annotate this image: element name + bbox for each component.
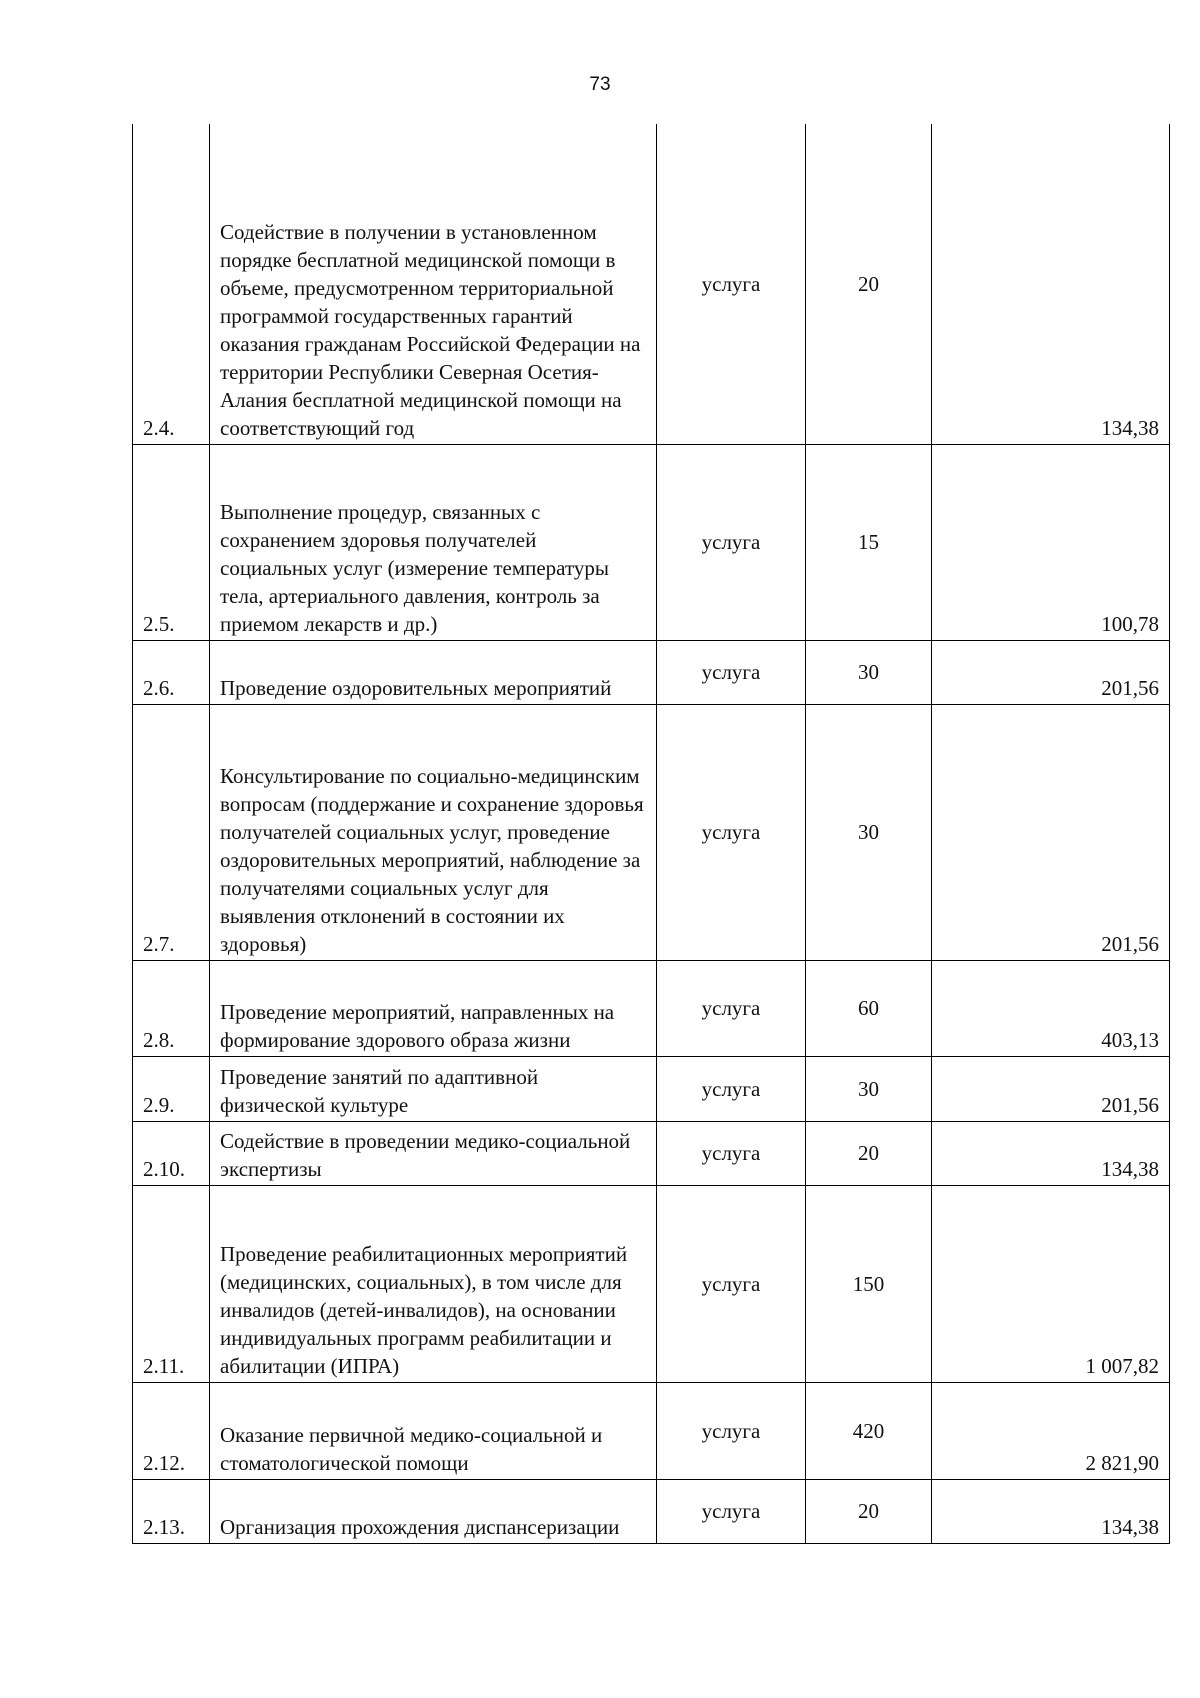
service-description: Проведение оздоровительных мероприятий [210,640,657,704]
table-row [133,1185,1170,1382]
service-description: Содействие в проведении медико-социальной экспертизы [210,1121,657,1185]
time-norm: 15 [806,444,932,640]
price-value: 201,56 [932,704,1170,960]
time-norm: 20 [806,1121,932,1185]
row-number: 2.6. [133,640,210,704]
service-description: Содействие в получении в установленном порядке бесплатной медицинской помощи в объеме, предусмотренном территориальной программой государственных гарантий оказания гражданам Российской Федерации на территории Республики Северная Осетия-Алания бесплатной медицинской помощи на соответствующий год [210,124,657,444]
service-description: Выполнение процедур, связанных с сохранением здоровья получателей социальных услуг (измерение температуры тела, артериального давления, контроль за приемом лекарств и др.) [210,444,657,640]
unit-of-measure: услуга [657,704,806,960]
service-description: Организация прохождения диспансеризации [210,1479,657,1543]
service-description: Проведение занятий по адаптивной физической культуре [210,1056,657,1121]
unit-of-measure: услуга [657,1382,806,1479]
unit-of-measure: услуга [657,1479,806,1543]
unit-of-measure: услуга [657,1056,806,1121]
time-norm: 30 [806,640,932,704]
price-value: 201,56 [932,640,1170,704]
price-value: 403,13 [932,960,1170,1056]
unit-of-measure: услуга [657,1185,806,1382]
unit-of-measure: услуга [657,960,806,1056]
price-value: 134,38 [932,1121,1170,1185]
service-description: Консультирование по социально-медицинским вопросам (поддержание и сохранение здоровья получателей социальных услуг, проведение оздоровительных мероприятий, наблюдение за получателями социальных услуг для выявления отклонений в состоянии их здоровья) [210,704,657,960]
table-row [133,1121,1170,1185]
time-norm: 20 [806,1479,932,1543]
price-value: 100,78 [932,444,1170,640]
service-description: Проведение мероприятий, направленных на формирование здорового образа жизни [210,960,657,1056]
row-number: 2.8. [133,960,210,1056]
table-row [133,640,1170,704]
table-row [133,444,1170,640]
row-number: 2.11. [133,1185,210,1382]
row-number: 2.9. [133,1056,210,1121]
row-number: 2.4. [133,124,210,444]
services-table [132,124,1170,1544]
price-value: 2 821,90 [932,1382,1170,1479]
unit-of-measure: услуга [657,640,806,704]
table-row [133,1056,1170,1121]
table-row [133,124,1170,444]
row-number: 2.10. [133,1121,210,1185]
price-value: 134,38 [932,1479,1170,1543]
unit-of-measure: услуга [657,444,806,640]
table-row [133,1479,1170,1543]
time-norm: 30 [806,704,932,960]
price-value: 201,56 [932,1056,1170,1121]
page-number: 73 [589,74,611,95]
time-norm: 60 [806,960,932,1056]
table-row [133,1382,1170,1479]
row-number: 2.12. [133,1382,210,1479]
price-value: 134,38 [932,124,1170,444]
service-description: Оказание первичной медико-социальной и стоматологической помощи [210,1382,657,1479]
table-row [133,960,1170,1056]
unit-of-measure: услуга [657,1121,806,1185]
time-norm: 150 [806,1185,932,1382]
time-norm: 30 [806,1056,932,1121]
price-value: 1 007,82 [932,1185,1170,1382]
row-number: 2.7. [133,704,210,960]
unit-of-measure: услуга [657,124,806,444]
time-norm: 420 [806,1382,932,1479]
row-number: 2.13. [133,1479,210,1543]
row-number: 2.5. [133,444,210,640]
time-norm: 20 [806,124,932,444]
service-description: Проведение реабилитационных мероприятий (медицинских, социальных), в том числе для инвалидов (детей-инвалидов), на основании индивидуальных программ реабилитации и абилитации (ИПРА) [210,1185,657,1382]
table-row [133,704,1170,960]
